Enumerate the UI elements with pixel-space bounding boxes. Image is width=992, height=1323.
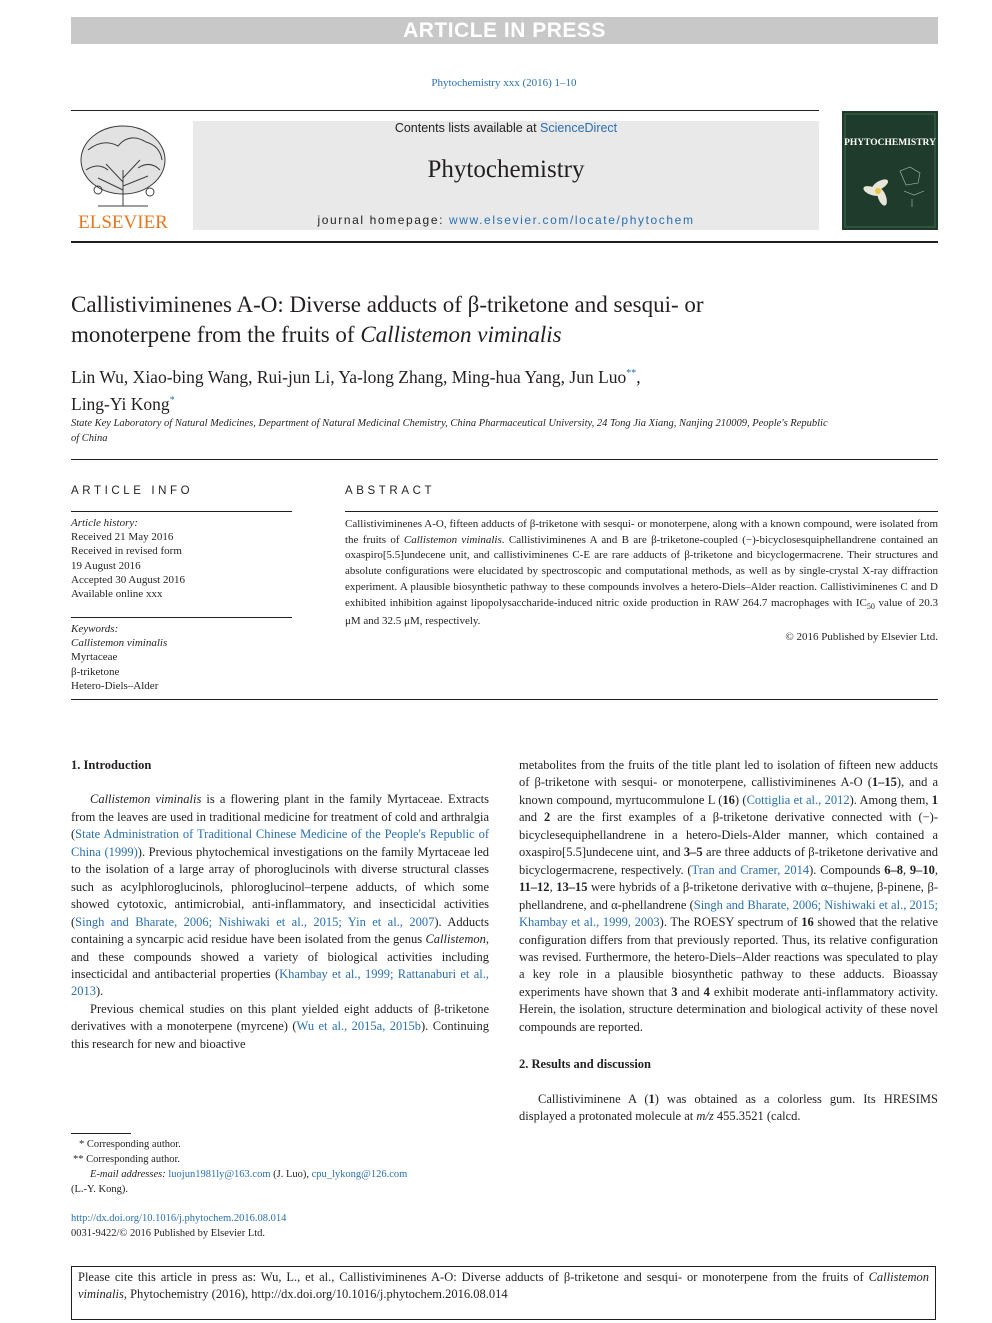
doi-block [71, 1211, 489, 1241]
footnotes [71, 1137, 489, 1197]
article-info-heading: ARTICLE INFO [71, 485, 194, 497]
footnote-kong: (L.-Y. Kong). [71, 1184, 128, 1195]
intro-paragraph-2: Previous chemical studies on this plant yielded eight adducts of β-triketone derivatives with a monoterpene (myrcene) (Wu et al., 2015a, 2015b). Continuing this research for new and bioactive [71, 1001, 489, 1051]
article-history: Article history: Received 21 May 2016 Received in revised form 19 August 2016 Accepted 30 August 2016 Available online xxx [71, 517, 185, 601]
journal-reference[interactable]: Phytochemistry xxx (2016) 1–10 [431, 77, 577, 89]
ref-link[interactable]: Tran and Cramer, 2014 [691, 862, 810, 877]
cover-title: PHYTOCHEMISTRY [844, 138, 936, 148]
footnote-rule [71, 1133, 131, 1134]
footnote-corresponding-2: ** Corresponding author. [73, 1154, 181, 1165]
keywords-rule [71, 617, 292, 618]
results-heading: 2. Results and discussion [519, 1057, 651, 1072]
article-info-rule [71, 511, 292, 512]
journal-title: Phytochemistry [427, 156, 585, 183]
intro-paragraph-2-continued: metabolites from the fruits of the title plant led to isolation of fifteen new adducts of β-triketone with sesqui- or monoterpene, callistiviminenes A-O (1–15), and a known compound, myrtucommulone L (16) (Cottiglia et al., 2012). Among them, 1 and 2 are the first examples of a β-triketone derivative connected with (−)-bicyclesequiphellandrene in a hetero-Diels-Alder manner, which contained a oxaspiro[5.5]undecene uint, and 3–5 are three adducts of β-triketone derivative and bicyclogermacrene, respectively. (Tran and Cramer, 2014). Compounds 6–8, 9–10, 11–12, 13–15 were hybrids of a β-triketone derivative with α–thujene, β-pinene, β-phellandrene, and α-phellandrene (Singh and Bharate, 2006; Nishiwaki et al., 2015; Khambay et al., 1999, 2003). The ROESY spectrum of 16 showed that the relative configuration differs from that previously reported. Thus, its relative configuration was revised. Furthermore, the hetero-Diels–Alder reactions was speculated to play a key role in a plausible biosynthetic pathway to these adducts. Bioassay experiments have shown that 3 and 4 exhibit moderate anti-inflammatory activity. Herein, the isolation, structure determination and biological activity of these novel compounds are reported. [519, 758, 939, 1034]
header-rule [71, 459, 938, 460]
ref-link[interactable]: Singh and Bharate, 2006; Nishiwaki et al., 2015; Khambay et al., 1999, 2003 [519, 897, 938, 930]
ref-link[interactable]: Singh and Bharate, 2006; Nishiwaki et al., 2015; Yin et al., 2007 [75, 914, 435, 929]
results-paragraph-1: Callistiviminene A (1) was obtained as a colorless gum. Its HRESIMS displayed a protonated molecule at m/z 455.3521 (calcd. [519, 1091, 938, 1124]
abstract-rule [345, 511, 938, 512]
journal-cover[interactable] [842, 111, 938, 230]
abstract-end-rule [71, 699, 938, 700]
corresponding-mark-luo[interactable]: ** [626, 368, 637, 379]
elsevier-wordmark: ELSEVIER [78, 212, 168, 232]
article-title: Callistiviminenes A-O: Diverse adducts of β-triketone and sesqui- or monoterpene from the fruits of Callistemon viminalis [71, 292, 704, 347]
abstract-heading: ABSTRACT [345, 485, 436, 497]
email-link-luo[interactable]: luojun1981ly@163.com [168, 1169, 271, 1180]
journal-homepage: journal homepage: www.elsevier.com/locate/phytochem [317, 213, 695, 227]
elsevier-logo [68, 120, 178, 232]
history-item: Available online xxx [71, 588, 163, 601]
issn-line: 0031-9422/© 2016 Published by Elsevier Ltd. [71, 1228, 266, 1239]
author-list: Lin Wu, Xiao-bing Wang, Rui-jun Li, Ya-long Zhang, Ming-hua Yang, Jun Luo**, Ling-Yi Kong* [71, 366, 641, 414]
doi-link[interactable]: http://dx.doi.org/10.1016/j.phytochem.2016.08.014 [71, 1213, 287, 1224]
corresponding-mark-kong[interactable]: * [169, 394, 175, 406]
ref-link[interactable]: State Administration of Traditional Chinese Medicine of the People's Republic of China (1999) [71, 827, 489, 859]
keyword: Hetero-Diels–Alder [71, 679, 159, 692]
history-item: Received in revised form [71, 545, 182, 558]
abstract-copyright: © 2016 Published by Elsevier Ltd. [785, 631, 938, 644]
history-item: 19 August 2016 [71, 559, 141, 572]
left-column [71, 757, 489, 1053]
keyword: Myrtaceae [71, 651, 118, 664]
keywords: Keywords: Callistemon viminalis Myrtaceae β-triketone Hetero-Diels–Alder [71, 623, 168, 692]
email-link-kong[interactable]: cpu_lykong@126.com [311, 1169, 408, 1180]
contents-line: Contents lists available at ScienceDirect [394, 121, 618, 135]
ref-link[interactable]: Wu et al., 2015a, 2015b [296, 1019, 422, 1034]
history-item: Received 21 May 2016 [71, 531, 174, 544]
ref-link[interactable]: Cottiglia et al., 2012 [746, 792, 850, 807]
history-item: Accepted 30 August 2016 [71, 573, 185, 586]
introduction-heading: 1. Introduction [71, 758, 152, 772]
keyword: β-triketone [71, 665, 120, 678]
abstract-text: Callistiviminenes A-O, fifteen adducts of β-triketone with sesqui- or monoterpene, along with a known compound, were isolated from the fruits of Callistemon viminalis. Callistiviminenes A and B are β-triketone-coupled (−)-bicyclosesquiphellandrene contained an oxaspiro[5.5]undecene unit, and callistiviminenes C-E are rare adducts of β-triketone and bicyclogermacrene. Their structures and absolute configurations were elucidated by spectroscopic and computational methods, as well as by single-crystal X-ray diffraction experiment. A plausible biosynthetic pathway to these compounds involves a hetero-Diels–Alder reaction. Callistiviminenes C and D exhibited inhibition against lipopolysaccharide-induced nitric oxide production in RAW 264.7 macrophages with $IC_{50}$ value of 20.3 μM and 32.5 μM, respectively. © 2016 Published by Elsevier Ltd. [345, 517, 938, 646]
footnote-emails: E-mail addresses: luojun1981ly@163.com (J. Luo), cpu_lykong@126.com [90, 1169, 408, 1180]
article-in-press-banner: ARTICLE IN PRESS [71, 17, 938, 44]
top-rule [71, 110, 819, 111]
sciencedirect-link[interactable]: ScienceDirect [540, 121, 618, 135]
ref-link[interactable]: Khambay et al., 1999; Rattanaburi et al., 2013 [71, 966, 489, 999]
masthead-rule [71, 241, 938, 243]
footnote-corresponding-1: * Corresponding author. [79, 1139, 181, 1150]
citation-text: Please cite this article in press as: Wu, L., et al., Callistiviminenes A-O: Diverse adducts of β-triketone and sesqui- or monoterpene from the fruits of Callistemon viminalis, Phytochemistry (2016), http://dx.doi.org/10.1016/j.phytochem.2016.08.014 [78, 1270, 929, 1301]
citation-box [71, 1266, 936, 1320]
keyword: Callistemon viminalis [71, 637, 168, 650]
homepage-link[interactable]: www.elsevier.com/locate/phytochem [448, 213, 695, 227]
intro-paragraph-1: Callistemon viminalis is a flowering plant in the family Myrtaceae. Extracts from the leaves are used in traditional medicine for treatment of cold and arthralgia (State Administration of Traditional Chinese Medicine of the People's Republic of China (1999)). Previous phytochemical investigations on the family Myrtaceae led to the isolation of a large array of phoroglucinols with diverse structural classes such as acylphloroglucinols, phloroglucinol–terpene adducts, of which some showed cytotoxic, antimicrobial, anti-inflammatory, and insecticidal activities (Singh and Bharate, 2006; Nishiwaki et al., 2015; Yin et al., 2007). Adducts containing a syncarpic acid residue have been isolated from the genus Callistemon, and these compounds showed a variety of biological activities including insecticidal and antibacterial properties (Khambay et al., 1999; Rattanaburi et al., 2013). [71, 792, 490, 999]
affiliation: State Key Laboratory of Natural Medicines, Department of Natural Medicinal Chemistry, China Pharmaceutical University, 24 Tong Jia Xiang, Nanjing 210009, People's Republic of China [71, 418, 828, 444]
right-column [519, 757, 938, 1126]
